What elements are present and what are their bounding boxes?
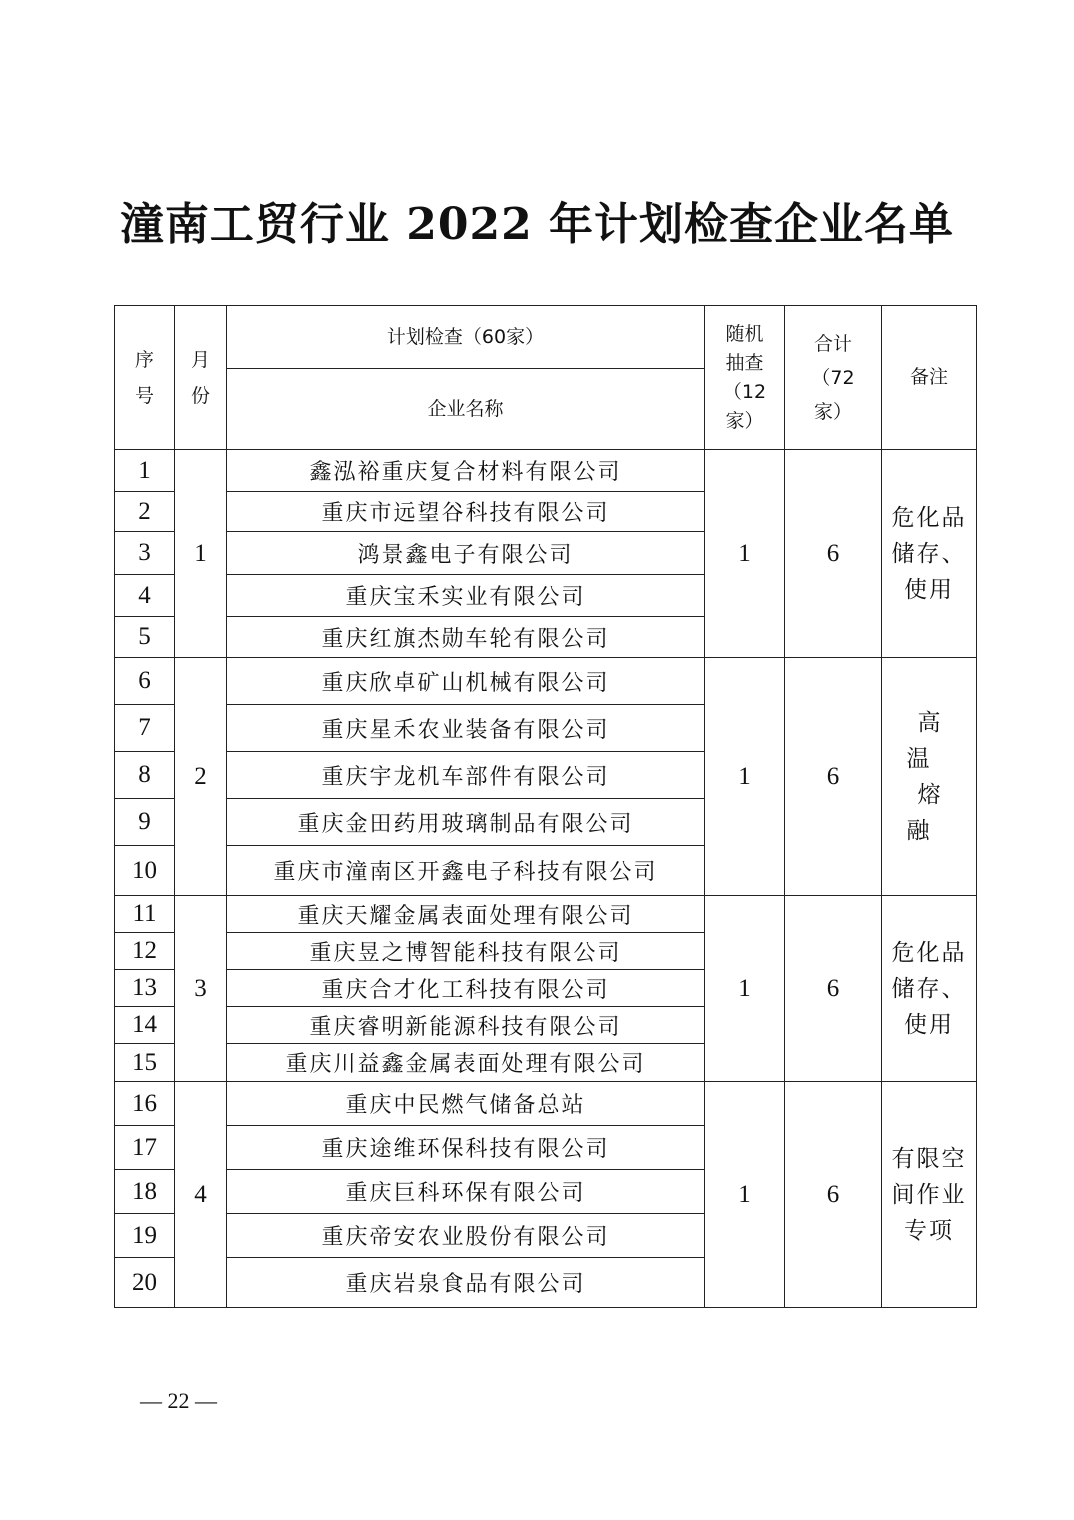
table-row [115,450,977,492]
note-cell [882,658,977,896]
row-number: 7 [115,705,175,752]
header-seq-label: 序号 [134,348,154,407]
month-cell: 1 [175,450,227,658]
company-name: 重庆途维环保科技有限公司 [227,1126,705,1170]
note-line: 危化品 [891,939,967,966]
note-line: 高温 [906,709,963,772]
random-check-count: 1 [705,658,785,896]
table-row [115,1082,977,1126]
row-number: 15 [115,1044,175,1082]
note-line: 危化品 [891,504,967,531]
total-count: 6 [785,896,882,1082]
row-number: 19 [115,1214,175,1258]
company-name: 重庆中民燃气储备总站 [227,1082,705,1126]
note-cell [882,450,977,658]
row-number: 11 [115,896,175,933]
header-row-1 [115,306,977,369]
month-cell: 3 [175,896,227,1082]
row-number: 5 [115,617,175,658]
row-number: 14 [115,1007,175,1044]
row-number: 20 [115,1258,175,1308]
month-cell: 2 [175,658,227,896]
note-line: 有限空 [891,1145,967,1172]
header-random-label: 随机抽查（12家） [722,322,767,432]
company-name: 鸿景鑫电子有限公司 [227,532,705,575]
row-number: 1 [115,450,175,492]
company-name: 重庆天耀金属表面处理有限公司 [227,896,705,933]
row-number: 4 [115,575,175,617]
header-note-label: 备注 [909,366,948,388]
row-number: 18 [115,1170,175,1214]
note-cell [882,896,977,1082]
company-name: 重庆昱之博智能科技有限公司 [227,933,705,970]
company-name: 重庆睿明新能源科技有限公司 [227,1007,705,1044]
note-line: 使用 [904,576,954,603]
row-number: 13 [115,970,175,1007]
header-seq [115,306,175,450]
row-number: 9 [115,799,175,846]
company-name: 重庆星禾农业装备有限公司 [227,705,705,752]
table-row [115,658,977,705]
inspection-table [114,305,977,1308]
header-plan-label: 计划检查（60家） [386,325,545,348]
company-name: 重庆金田药用玻璃制品有限公司 [227,799,705,846]
company-name: 重庆宇龙机车部件有限公司 [227,752,705,799]
random-check-count: 1 [705,450,785,658]
note-line: 储存、 [891,540,967,567]
company-name: 重庆市潼南区开鑫电子科技有限公司 [227,846,705,896]
row-number: 16 [115,1082,175,1126]
company-name: 重庆川益鑫金属表面处理有限公司 [227,1044,705,1082]
note-line: 熔融 [906,781,963,844]
company-name: 重庆市远望谷科技有限公司 [227,492,705,532]
header-plan [227,306,705,369]
header-random [705,306,785,450]
row-number: 10 [115,846,175,896]
company-name: 重庆巨科环保有限公司 [227,1170,705,1214]
note-line: 间作业 [891,1181,967,1208]
company-name: 重庆欣卓矿山机械有限公司 [227,658,705,705]
header-month [175,306,227,450]
header-note [882,306,977,450]
header-total-label: 合计（72家） [811,332,855,423]
document-title: 潼南工贸行业 2022 年计划检查企业名单 [119,199,955,250]
month-cell: 4 [175,1082,227,1308]
company-name: 重庆合才化工科技有限公司 [227,970,705,1007]
row-number: 3 [115,532,175,575]
total-count: 6 [785,658,882,896]
row-number: 17 [115,1126,175,1170]
company-name: 重庆宝禾实业有限公司 [227,575,705,617]
random-check-count: 1 [705,896,785,1082]
company-name: 重庆红旗杰勋车轮有限公司 [227,617,705,658]
row-number: 12 [115,933,175,970]
header-total [785,306,882,450]
note-line: 储存、 [891,975,967,1002]
row-number: 2 [115,492,175,532]
total-count: 6 [785,1082,882,1308]
company-name: 重庆帝安农业股份有限公司 [227,1214,705,1258]
note-cell [882,1082,977,1308]
table-row [115,896,977,933]
row-number: 8 [115,752,175,799]
header-month-label: 月份 [190,348,210,407]
header-name-label: 企业名称 [427,397,504,420]
page-number: — 22 — [140,1388,217,1413]
note-line: 专项 [904,1217,954,1244]
total-count: 6 [785,450,882,658]
row-number: 6 [115,658,175,705]
header-name [227,369,705,450]
company-name: 重庆岩泉食品有限公司 [227,1258,705,1308]
random-check-count: 1 [705,1082,785,1308]
company-name: 鑫泓裕重庆复合材料有限公司 [227,450,705,492]
note-line: 使用 [904,1011,954,1038]
